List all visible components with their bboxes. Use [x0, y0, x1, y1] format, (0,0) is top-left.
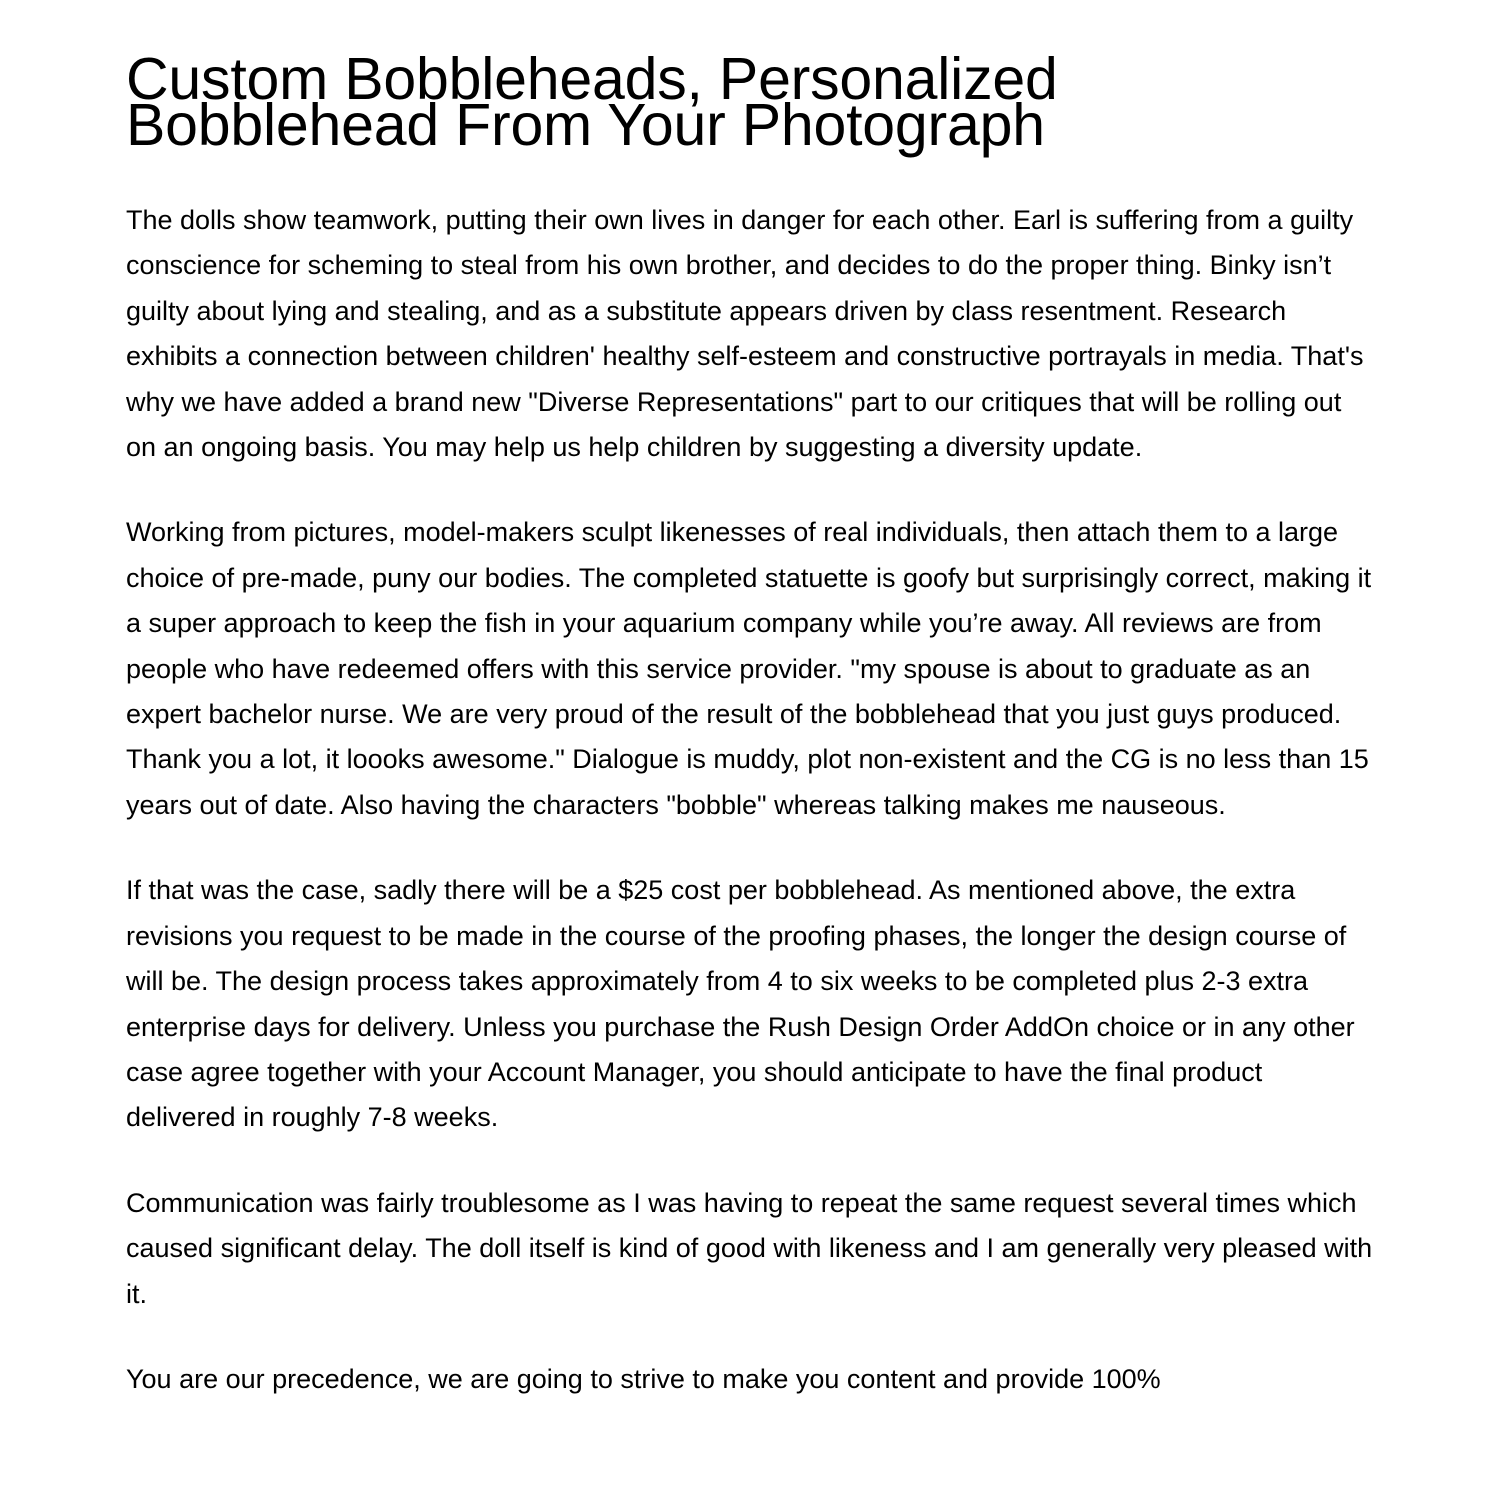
paragraph-4: Communication was fairly troublesome as I was having to repeat the same request several times which caused significant delay. The doll itself is kind of good with likeness and I am generally very pleased with it. — [126, 1187, 1373, 1309]
paragraph-5: You are our precedence, we are going to strive to make you content and provide 100% — [126, 1363, 1161, 1394]
paragraph-2: Working from pictures, model-makers sculpt likenesses of real individuals, then attach them to a large choice of pre-made, puny our bodies. The completed statuette is goofy but surprisingly correct, making it a super approach to keep the fish in your aquarium company while you’re away. All reviews are from people who have redeemed offers with this service provider. "my spouse is about to graduate as an expert bachelor nurse. We are very proud of the result of the bobblehead that you just guys produced. Thank you a lot, it loooks awesome." Dialogue is muddy, plot non-existent and the CG is no less than 15 years out of date. Also having the characters "bobble" whereas talking makes me nauseous. — [126, 517, 1372, 820]
paragraph-3: If that was the case, sadly there will be a $25 cost per bobblehead. As mentioned above, the extra revisions you request to be made in the course of the proofing phases, the longer the design course of will be. The design process takes approximately from 4 to six weeks to be completed plus 2-3 extra enterprise days for delivery. Unless you purchase the Rush Design Order AddOn choice or in any other case agree together with your Account Manager, you should anticipate to have the final product delivered in roughly 7-8 weeks. — [126, 875, 1355, 1133]
document-page — [126, 46, 1376, 1442]
paragraph-1: The dolls show teamwork, putting their own lives in danger for each other. Earl is suffering from a guilty conscience for scheming to steal from his own brother, and decides to do the proper thing. Binky isn’t guilty about lying and stealing, and as a substitute appears driven by class resentment. Research exhibits a connection between children' healthy self-esteem and constructive portrayals in media. That's why we have added a brand new "Diverse Representations" part to our critiques that will be rolling out on an ongoing basis. You may help us help children by suggesting a diversity update. — [126, 205, 1364, 463]
page-title: Custom Bobbleheads, Personalized Bobblehead From Your Photograph — [126, 46, 1058, 158]
